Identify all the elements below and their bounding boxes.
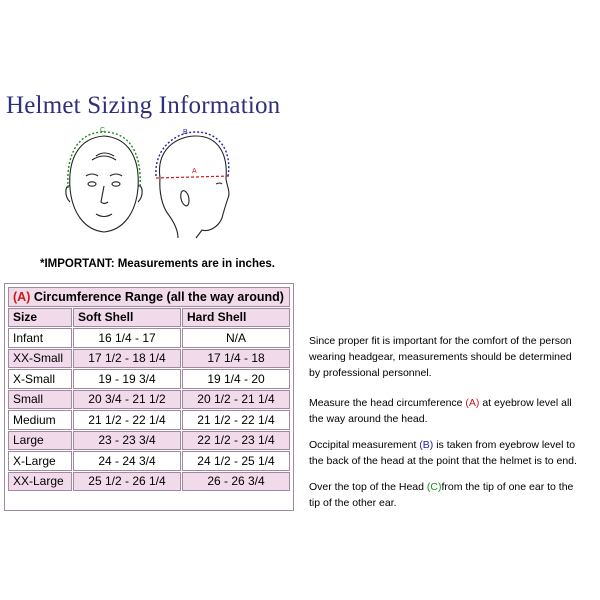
hard-shell-cell: 22 1/2 - 23 1/4 [182, 431, 290, 451]
table-row [8, 472, 290, 492]
header-letter-a: (A) [13, 289, 31, 304]
label-c: C [100, 127, 106, 134]
head-measurement-diagram [56, 126, 236, 244]
hard-shell-cell: N/A [182, 328, 290, 348]
table-row [8, 410, 290, 430]
size-cell: X-Large [8, 451, 72, 471]
soft-shell-cell: 24 - 24 3/4 [73, 451, 181, 471]
table-header-row [8, 287, 290, 307]
table-row [8, 369, 290, 389]
info-paragraph-occipital [309, 437, 579, 469]
side-head-icon [159, 136, 228, 238]
important-note: *IMPORTANT: Measurements are in inches. [40, 258, 275, 270]
soft-shell-cell: 21 1/2 - 22 1/4 [73, 410, 181, 430]
hard-shell-cell: 19 1/4 - 20 [182, 369, 290, 389]
page-title: Helmet Sizing Information [6, 92, 281, 119]
soft-shell-cell: 23 - 23 3/4 [73, 431, 181, 451]
info-text: Over the top of the Head [309, 481, 427, 493]
table-row [8, 349, 290, 369]
size-cell: XX-Small [8, 349, 72, 369]
mark-b: (B) [419, 439, 434, 451]
column-header-soft-shell: Soft Shell [73, 308, 181, 328]
column-header-hard-shell: Hard Shell [182, 308, 290, 328]
size-cell: Large [8, 431, 72, 451]
size-cell: Infant [8, 328, 72, 348]
column-header-row [8, 308, 290, 328]
soft-shell-cell: 17 1/2 - 18 1/4 [73, 349, 181, 369]
label-a: A [192, 168, 197, 175]
soft-shell-cell: 20 3/4 - 21 1/2 [73, 390, 181, 410]
table-row [8, 328, 290, 348]
info-text: from the tip of one ear to the tip of the other ear. [309, 481, 574, 509]
front-head-icon [66, 136, 142, 232]
hard-shell-cell: 21 1/2 - 22 1/4 [182, 410, 290, 430]
soft-shell-cell: 25 1/2 - 26 1/4 [73, 472, 181, 492]
header-text: Circumference Range (all the way around) [33, 289, 284, 304]
sizing-table-frame [4, 283, 294, 511]
hard-shell-cell: 17 1/4 - 18 [182, 349, 290, 369]
info-text: is taken from eyebrow level to the back of the head at the point that the helmet is to end. [309, 439, 577, 467]
hard-shell-cell: 20 1/2 - 21 1/4 [182, 390, 290, 410]
soft-shell-cell: 16 1/4 - 17 [73, 328, 181, 348]
info-paragraph-fit [309, 333, 579, 381]
info-text: Occipital measurement [309, 439, 420, 451]
size-cell: Small [8, 390, 72, 410]
hard-shell-cell: 24 1/2 - 25 1/4 [182, 451, 290, 471]
mark-a: (A) [465, 397, 480, 409]
info-paragraph-over-top [309, 479, 579, 511]
table-row [8, 451, 290, 471]
info-text: at eyebrow level all the way around the head. [309, 397, 572, 425]
measurement-a-line [156, 176, 230, 178]
sizing-table [7, 286, 291, 492]
mark-c: (C) [426, 481, 442, 493]
column-header-size: Size [8, 308, 72, 328]
size-cell: X-Small [8, 369, 72, 389]
info-paragraph-circumference [309, 395, 579, 427]
hard-shell-cell: 26 - 26 3/4 [182, 472, 290, 492]
measurement-c-line [68, 132, 140, 188]
soft-shell-cell: 19 - 19 3/4 [73, 369, 181, 389]
info-text-fit: Since proper fit is important for the comfort of the person wearing headgear, measurements should be determined by professional personnel. [309, 335, 572, 379]
label-b: B [183, 129, 188, 136]
info-text: Measure the head circumference [309, 397, 466, 409]
size-cell: XX-Large [8, 472, 72, 492]
table-row [8, 390, 290, 410]
size-cell: Medium [8, 410, 72, 430]
circumference-header [8, 287, 290, 307]
table-row [8, 431, 290, 451]
